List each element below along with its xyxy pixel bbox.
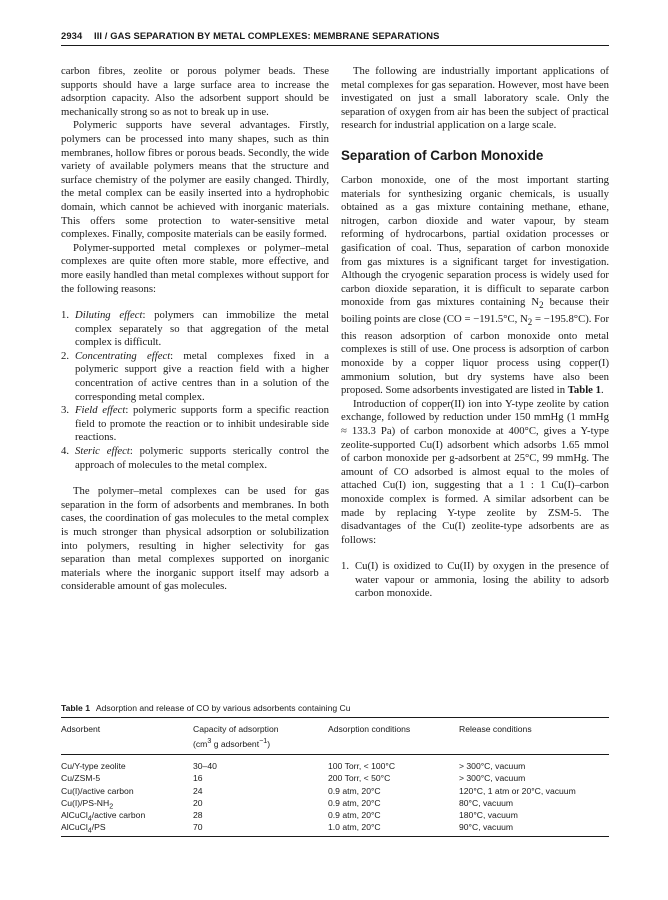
right-column: [341, 65, 609, 601]
paragraph: Introduction of copper(II) ion into Y-type zeolite by cation exchange, followed by reduction under 150 mmHg (1 mmHg ≈ 133.3 Pa) of carbon monoxide at 400°C, gives a Y-type zeolite-supported Cu(I) adsorbent which adsorbs 1.65 mmol of carbon monoxide per g-adsorbent at 25°C, 99 mmHg. The amount of CO adsorbed is almost equal to the moles of attached Cu(I) ion, suggesting that a 1 : 1 Cu(I)–carbon monoxide complex is formed. A similar adsorbent can be made by replacing Y-type zeolite by ZSM-5. The disadvantages of the Cu(I) zeolite-type adsorbents are as follows:: [341, 397, 609, 546]
list-number: 1.: [61, 309, 70, 322]
cell-release: 80°C, vacuum: [459, 797, 514, 808]
text-run: .: [600, 384, 604, 397]
paragraph: The following are industrially important applications of metal complexes for gas separation. However, most have been investigated on just a small laboratory scale. Only the separation of oxygen from air has been the subject of practical research for industrial application on a large scale.: [341, 65, 609, 132]
cell-capacity: 24: [193, 785, 203, 796]
table-caption-text: Adsorption and release of CO by various adsorbents containing Cu: [95, 703, 351, 713]
running-head: [61, 30, 609, 41]
table-row: [61, 785, 609, 797]
text-run: Cu(I)/PS-NH: [61, 797, 110, 808]
header-release: Release conditions: [459, 724, 532, 734]
text-run: AlCuCl: [61, 810, 88, 821]
cell-adsorbent: [61, 821, 106, 837]
table-1: [61, 702, 609, 837]
cell-release: 180°C, vacuum: [459, 810, 518, 821]
disadvantages-list: [341, 560, 609, 601]
table-row: [61, 760, 609, 772]
table-row: [61, 809, 609, 821]
list-term: Diluting effect: [75, 309, 143, 322]
header-capacity-unit: g adsorbent: [211, 738, 260, 749]
text-run: Carbon monoxide, one of the most important starting materials for synthesizing organic chemicals, is usually obtained as a gas mixture containing methane, ethane, nitrogen, carbon dioxide and water vapour, by steam reforming of hydrocarbons, partial oxidation processes or gasification of coal. Thus, separation of carbon monoxide from gas mixtures is a significant target for investigation. Although the cryogenic separation process is widely used for carbon dioxide separation, it is difficult to separate carbon monoxide from gas mixtures containing N: [341, 173, 609, 309]
left-column: [61, 65, 329, 594]
table-bottom-rule: [61, 836, 609, 837]
list-text: Cu(I) is oxidized to Cu(II) by oxygen in the presence of water vapour or ammonia, losing the ability to adsorb carbon monoxide.: [355, 560, 609, 600]
effects-list: [61, 309, 329, 472]
cell-adsorbent: Cu/Y-type zeolite: [61, 761, 126, 771]
text-run: AlCuCl: [61, 822, 88, 833]
cell-adsorption: 0.9 atm, 20°C: [328, 785, 381, 796]
cell-adsorbent: Cu(I)/active carbon: [61, 785, 134, 796]
table-row: [61, 772, 609, 784]
cell-release: 120°C, 1 atm or 20°C, vacuum: [459, 785, 576, 796]
header-capacity: [193, 723, 323, 750]
paragraph: Polymer-supported metal complexes or polymer–metal complexes are quite often more stable, more effective, and more easily handled than metal complexes without support for the following reasons:: [61, 241, 329, 295]
paragraph: carbon fibres, zeolite or porous polymer beads. These supports should have a large surface area to increase the adsorption capacity. Also the adsorbent support should be mechanically strong so as not to break up in use.: [61, 65, 329, 118]
text-run: /PS: [91, 822, 106, 833]
list-text: : polymeric supports sterically control the approach of molecules to the metal complex.: [75, 445, 329, 471]
header-capacity-unit: ): [267, 738, 271, 749]
header-capacity-unit: (cm: [193, 738, 208, 749]
list-number: 3.: [61, 404, 70, 417]
cell-release: > 300°C, vacuum: [459, 761, 526, 771]
cell-adsorbent: Cu/ZSM-5: [61, 773, 101, 784]
superscript: −1: [259, 737, 268, 745]
list-item: [341, 560, 609, 601]
header-adsorbent: Adsorbent: [61, 724, 101, 734]
subscript: 4: [87, 814, 92, 823]
paragraph: The polymer–metal complexes can be used for gas separation in the form of adsorbents and membranes. In both cases, the coordination of gas molecules to the metal complex is much stronger than physical adsorption or solubilization into polymers, resulting in higher selectivity for gas separation than metal complexes supported on inorganic materials where the inorganic support itself may adsorb a considerable amount of gas molecules.: [61, 485, 329, 593]
header-adsorption: Adsorption conditions: [328, 724, 411, 734]
cell-release: > 300°C, vacuum: [459, 773, 526, 784]
subscript: 2: [527, 317, 533, 328]
header-rule: [61, 45, 609, 46]
paragraph: [341, 174, 609, 398]
cell-capacity: 30–40: [193, 761, 217, 771]
cell-adsorption: 0.9 atm, 20°C: [328, 797, 381, 808]
subscript: 2: [539, 300, 544, 311]
list-number: 1.: [341, 560, 350, 573]
list-item: [61, 350, 329, 404]
text-run: = −195.8°C). For this reason adsorption of carbon monoxide onto metal complexes is still of use. One process is adsorption of carbon monoxide by a copper liquor process using copper(I) ammonium solution, but dry systems have also been proposed. Some adsorbents investigated are listed in: [341, 313, 610, 397]
cell-capacity: 28: [193, 810, 203, 821]
list-term: Steric effect: [75, 445, 130, 458]
paragraph: Polymeric supports have several advantages. Firstly, polymers can be processed into many shapes, such as thin membranes, hollow fibres or porous beads. Secondly, the wide variety of available polymers means that the structure and surface chemistry of the polymer are easily changed. Thirdly, the metal complex can be easily inserted into a hydrophobic domain, which cannot be achieved with inorganic materials. This offers some protection to water-sensitive metal complexes. Finally, composite materials can be easily formed.: [61, 119, 329, 241]
running-head-title: III / GAS SEPARATION BY METAL COMPLEXES: MEMBRANE SEPARATIONS: [93, 30, 440, 41]
table-caption: [61, 702, 609, 714]
list-term: Concentrating effect: [75, 349, 171, 362]
text-run: because their boiling points are close (CO = −191.5°C, N: [341, 296, 610, 326]
section-title: Separation of Carbon Monoxide: [341, 147, 544, 163]
table-row: [61, 821, 609, 836]
list-term: Field effect: [75, 404, 126, 417]
table-row: [61, 797, 609, 809]
cell-adsorption: 0.9 atm, 20°C: [328, 810, 381, 821]
cell-adsorption: 200 Torr, < 50°C: [328, 773, 391, 784]
list-number: 2.: [61, 349, 70, 362]
list-number: 4.: [61, 445, 70, 458]
cell-capacity: 20: [193, 797, 203, 808]
list-text: : polymers can immobilize the metal complex separately so that aggregation of the metal complex is difficult.: [75, 309, 329, 349]
subscript: 4: [87, 827, 92, 836]
superscript: 3: [207, 737, 212, 745]
list-text: : polymeric supports form a specific reaction field to promote the reaction or to inhibit undesirable side reactions.: [75, 404, 329, 444]
header-capacity-label: Capacity of adsorption: [193, 724, 279, 734]
text-run: /active carbon: [91, 810, 146, 821]
list-item: [61, 445, 329, 472]
subscript: 2: [109, 802, 114, 811]
cell-adsorption: 1.0 atm, 20°C: [328, 822, 381, 833]
list-item: [61, 404, 329, 445]
table-body: [61, 755, 609, 836]
list-text: : metal complexes fixed in a polymeric support give a reaction field with a higher concentration of active centres than in a solution of the corresponding metal complex.: [75, 349, 329, 403]
cell-release: 90°C, vacuum: [459, 822, 514, 833]
page-number: 2934: [61, 30, 83, 41]
cell-capacity: 16: [193, 773, 203, 784]
table-label: Table 1: [61, 703, 90, 713]
table-header: [61, 718, 609, 754]
cell-adsorption: 100 Torr, < 100°C: [328, 761, 396, 771]
list-item: [61, 309, 329, 350]
cell-capacity: 70: [193, 822, 203, 833]
table-reference-link[interactable]: Table 1: [567, 384, 601, 397]
